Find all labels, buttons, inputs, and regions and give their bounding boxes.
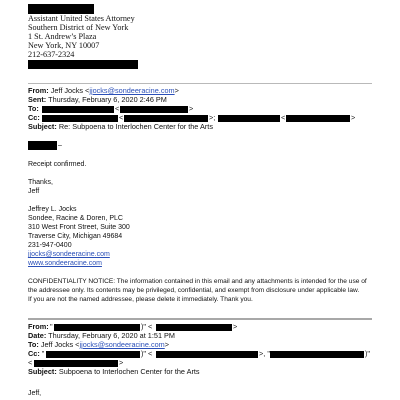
- cc2-bracket-close: >: [119, 358, 124, 367]
- email1-signoff: Thanks,: [28, 179, 53, 186]
- cc2-bracket-open: <: [28, 358, 33, 367]
- email1-sign-name: Jeff: [28, 188, 40, 195]
- greeting-dash: –: [58, 142, 62, 149]
- email2-from-row: From:: [28, 322, 49, 331]
- redaction-cc-4: [286, 115, 350, 122]
- redaction-cc2-4: [34, 360, 118, 367]
- address-phone: 212-637-2324: [28, 50, 75, 59]
- redaction-greeting: [28, 141, 57, 150]
- email2-greeting: Jeff,: [28, 390, 42, 397]
- signature-name: Jeffrey L. Jocks: [28, 206, 77, 213]
- signature-firm: Sondee, Racine & Doren, PLC: [28, 215, 123, 222]
- address-street: 1 St. Andrew’s Plaza: [28, 32, 97, 41]
- address-district: Southern District of New York: [28, 23, 129, 32]
- redaction-from2-name: [54, 324, 140, 331]
- address-title: Assistant United States Attorney: [28, 14, 135, 23]
- redaction-email: [28, 60, 138, 69]
- cc2-sep-2: >, ": [259, 349, 270, 358]
- email1-from-row: From: Jeff Jocks <jjocks@sondeeracine.com>: [28, 86, 179, 95]
- email2-cc-row: Cc: ": [28, 349, 45, 358]
- email1-subject-row: Subject: Re: Subpoena to Interlochen Center for the Arts: [28, 122, 213, 131]
- from-quote-close: )" <: [141, 322, 153, 331]
- email2-subject-row: Subject: Subpoena to Interlochen Center for the Arts: [28, 367, 200, 376]
- cc-bracket-4: >: [351, 113, 356, 122]
- divider: [28, 318, 372, 320]
- cc2-sep-1: )" <: [141, 349, 153, 358]
- cc2-sep-3: )": [365, 349, 371, 358]
- address-city: New York, NY 10007: [28, 41, 100, 50]
- redaction-cc2-1: [46, 351, 140, 358]
- redaction-cc2-3: [270, 351, 364, 358]
- cc-bracket-3: <: [281, 113, 286, 122]
- redaction-from2-email: [156, 324, 232, 331]
- signature-city: Traverse City, Michigan 49684: [28, 233, 123, 240]
- email2-to-row: To: Jeff Jocks <jjocks@sondeeracine.com>: [28, 340, 169, 349]
- email1-body: Receipt confirmed.: [28, 161, 87, 168]
- email2-date-row: Date: Thursday, February 6, 2020 at 1:51 PM: [28, 331, 175, 340]
- email1-cc-row: Cc:: [28, 113, 40, 122]
- email1-sent-row: Sent: Thursday, February 6, 2020 2:46 PM: [28, 95, 167, 104]
- to-bracket-close: >: [189, 104, 194, 113]
- email1-from-link[interactable]: jjocks@sondeeracine.com: [89, 86, 175, 95]
- email1-to-row: To:: [28, 104, 39, 113]
- to-bracket-open: <: [115, 104, 120, 113]
- from-bracket-close: >: [233, 322, 238, 331]
- email2-to-link[interactable]: jjocks@sondeeracine.com: [79, 340, 165, 349]
- signature-website-link[interactable]: www.sondeeracine.com: [28, 260, 102, 267]
- confidentiality-line-2: the addressee only. Its contents may be privileged, confidential, and exempt from disclosure under applicable law.: [28, 287, 360, 294]
- signature-phone: 231-947-0400: [28, 242, 72, 249]
- confidentiality-line-1: CONFIDENTIALITY NOTICE: The information contained in this email and any attachments is intended for the use of: [28, 278, 367, 285]
- redaction-cc2-2: [156, 351, 258, 358]
- redaction-to-name: [42, 106, 114, 113]
- redaction-cc-2: [124, 115, 208, 122]
- cc-bracket-1: <: [119, 113, 124, 122]
- redaction-cc-1: [42, 115, 118, 122]
- divider: [28, 83, 372, 84]
- from-quote-open: ": [50, 322, 53, 331]
- signature-street: 310 West Front Street, Suite 300: [28, 224, 130, 231]
- redaction-to-email: [120, 106, 188, 113]
- cc-bracket-2: >;: [209, 113, 216, 122]
- redaction-name: [28, 4, 94, 14]
- signature-email-link[interactable]: jjocks@sondeeracine.com: [28, 251, 110, 258]
- confidentiality-line-3: If you are not the named addressee, please delete it immediately. Thank you.: [28, 296, 253, 303]
- redaction-cc-3: [218, 115, 280, 122]
